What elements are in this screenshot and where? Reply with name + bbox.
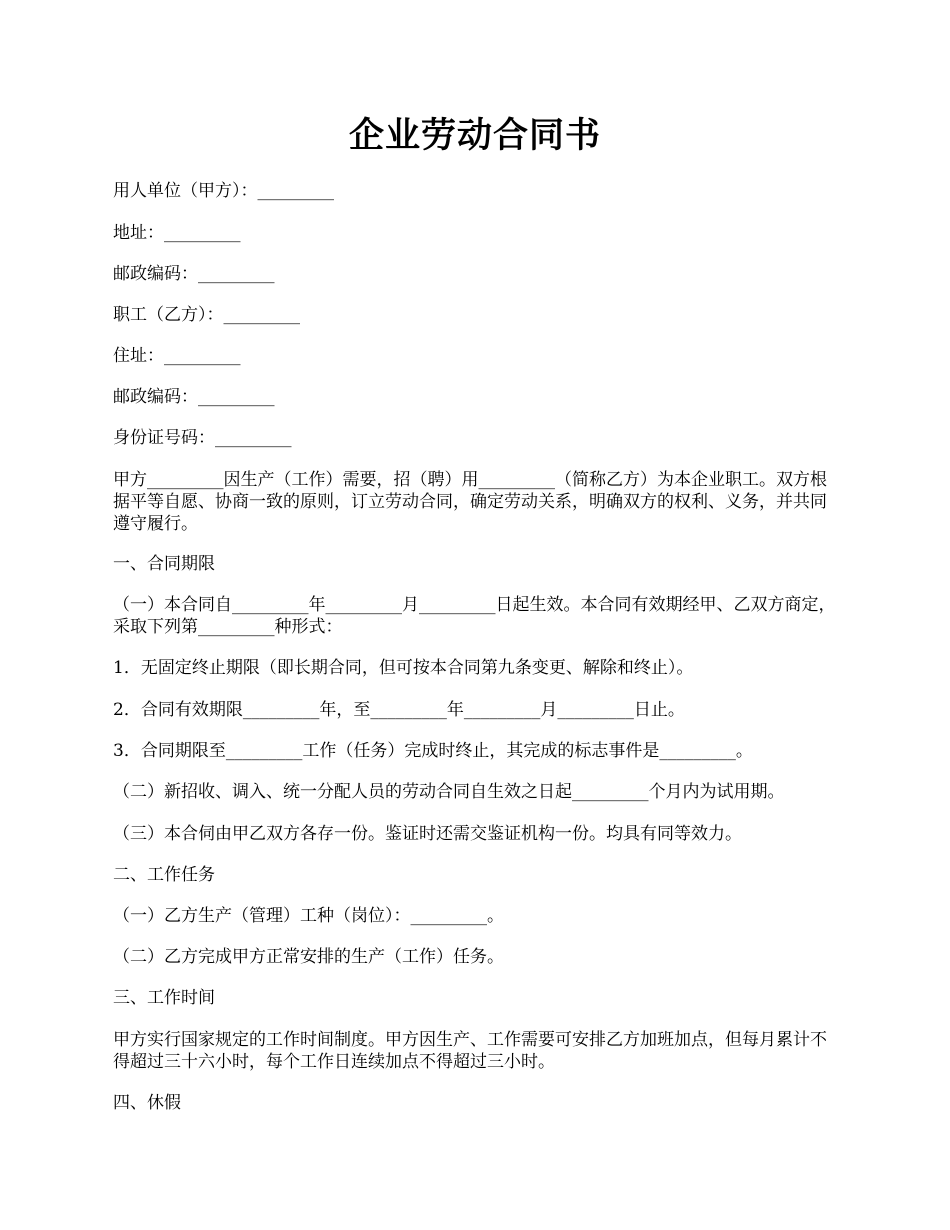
clause-term-option-2: 2．合同有效期限_________年，至_________年_________月_________日止。 <box>113 700 685 720</box>
clause-probation: （二）新招收、调入、统一分配人员的劳动合同自生效之日起_________个月内为试用期。 <box>113 782 785 802</box>
field-postal-code-employer: 邮政编码：_________ <box>113 264 275 284</box>
section-heading-leave: 四、休假 <box>113 1093 181 1113</box>
section-heading-work-hours: 三、工作时间 <box>113 988 215 1008</box>
field-address: 地址：_________ <box>113 223 241 243</box>
clause-work-completion: （二）乙方完成甲方正常安排的生产（工作）任务。 <box>113 947 504 967</box>
section-heading-work-task: 二、工作任务 <box>113 865 215 885</box>
field-employee: 职工（乙方）：_________ <box>113 305 300 325</box>
section-heading-contract-term: 一、合同期限 <box>113 554 215 574</box>
clause-work-type: （一）乙方生产（管理）工种（岗位）：_________。 <box>113 906 504 926</box>
intro-paragraph: 甲方_________因生产（工作）需要，招（聘）用_________（简称乙方）为本企业职工。双方根据平等自愿、协商一致的原则，订立劳动合同，确定劳动关系，明确双方的权利、义务，并共同遵守履行。 <box>113 470 827 534</box>
clause-term-effective: （一）本合同自_________年_________月_________日起生效。本合同有效期经甲、乙双方商定，采取下列第_________种形式： <box>113 595 836 637</box>
clause-work-hours: 甲方实行国家规定的工作时间制度。甲方因生产、工作需要可安排乙方加班加点，但每月累计不得超过三十六小时，每个工作日连续加点不得超过三小时。 <box>113 1030 827 1072</box>
field-id-number: 身份证号码：_________ <box>113 428 292 448</box>
field-employer: 用人单位（甲方）：_________ <box>113 181 334 201</box>
clause-copies: （三）本合伺由甲乙双方各存一份。鉴证时还需交鉴证机构一份。均具有同等效力。 <box>113 824 742 844</box>
field-residence: 住址：_________ <box>113 346 241 366</box>
field-postal-code-employee: 邮政编码：_________ <box>113 387 275 407</box>
clause-term-option-1: 1．无固定终止期限（即长期合同，但可按本合同第九条变更、解除和终止）。 <box>113 658 694 678</box>
document-title: 企业劳动合同书 <box>348 115 601 156</box>
clause-term-option-3: 3．合同期限至_________工作（任务）完成时终止，其完成的标志事件是_________。 <box>113 741 753 761</box>
